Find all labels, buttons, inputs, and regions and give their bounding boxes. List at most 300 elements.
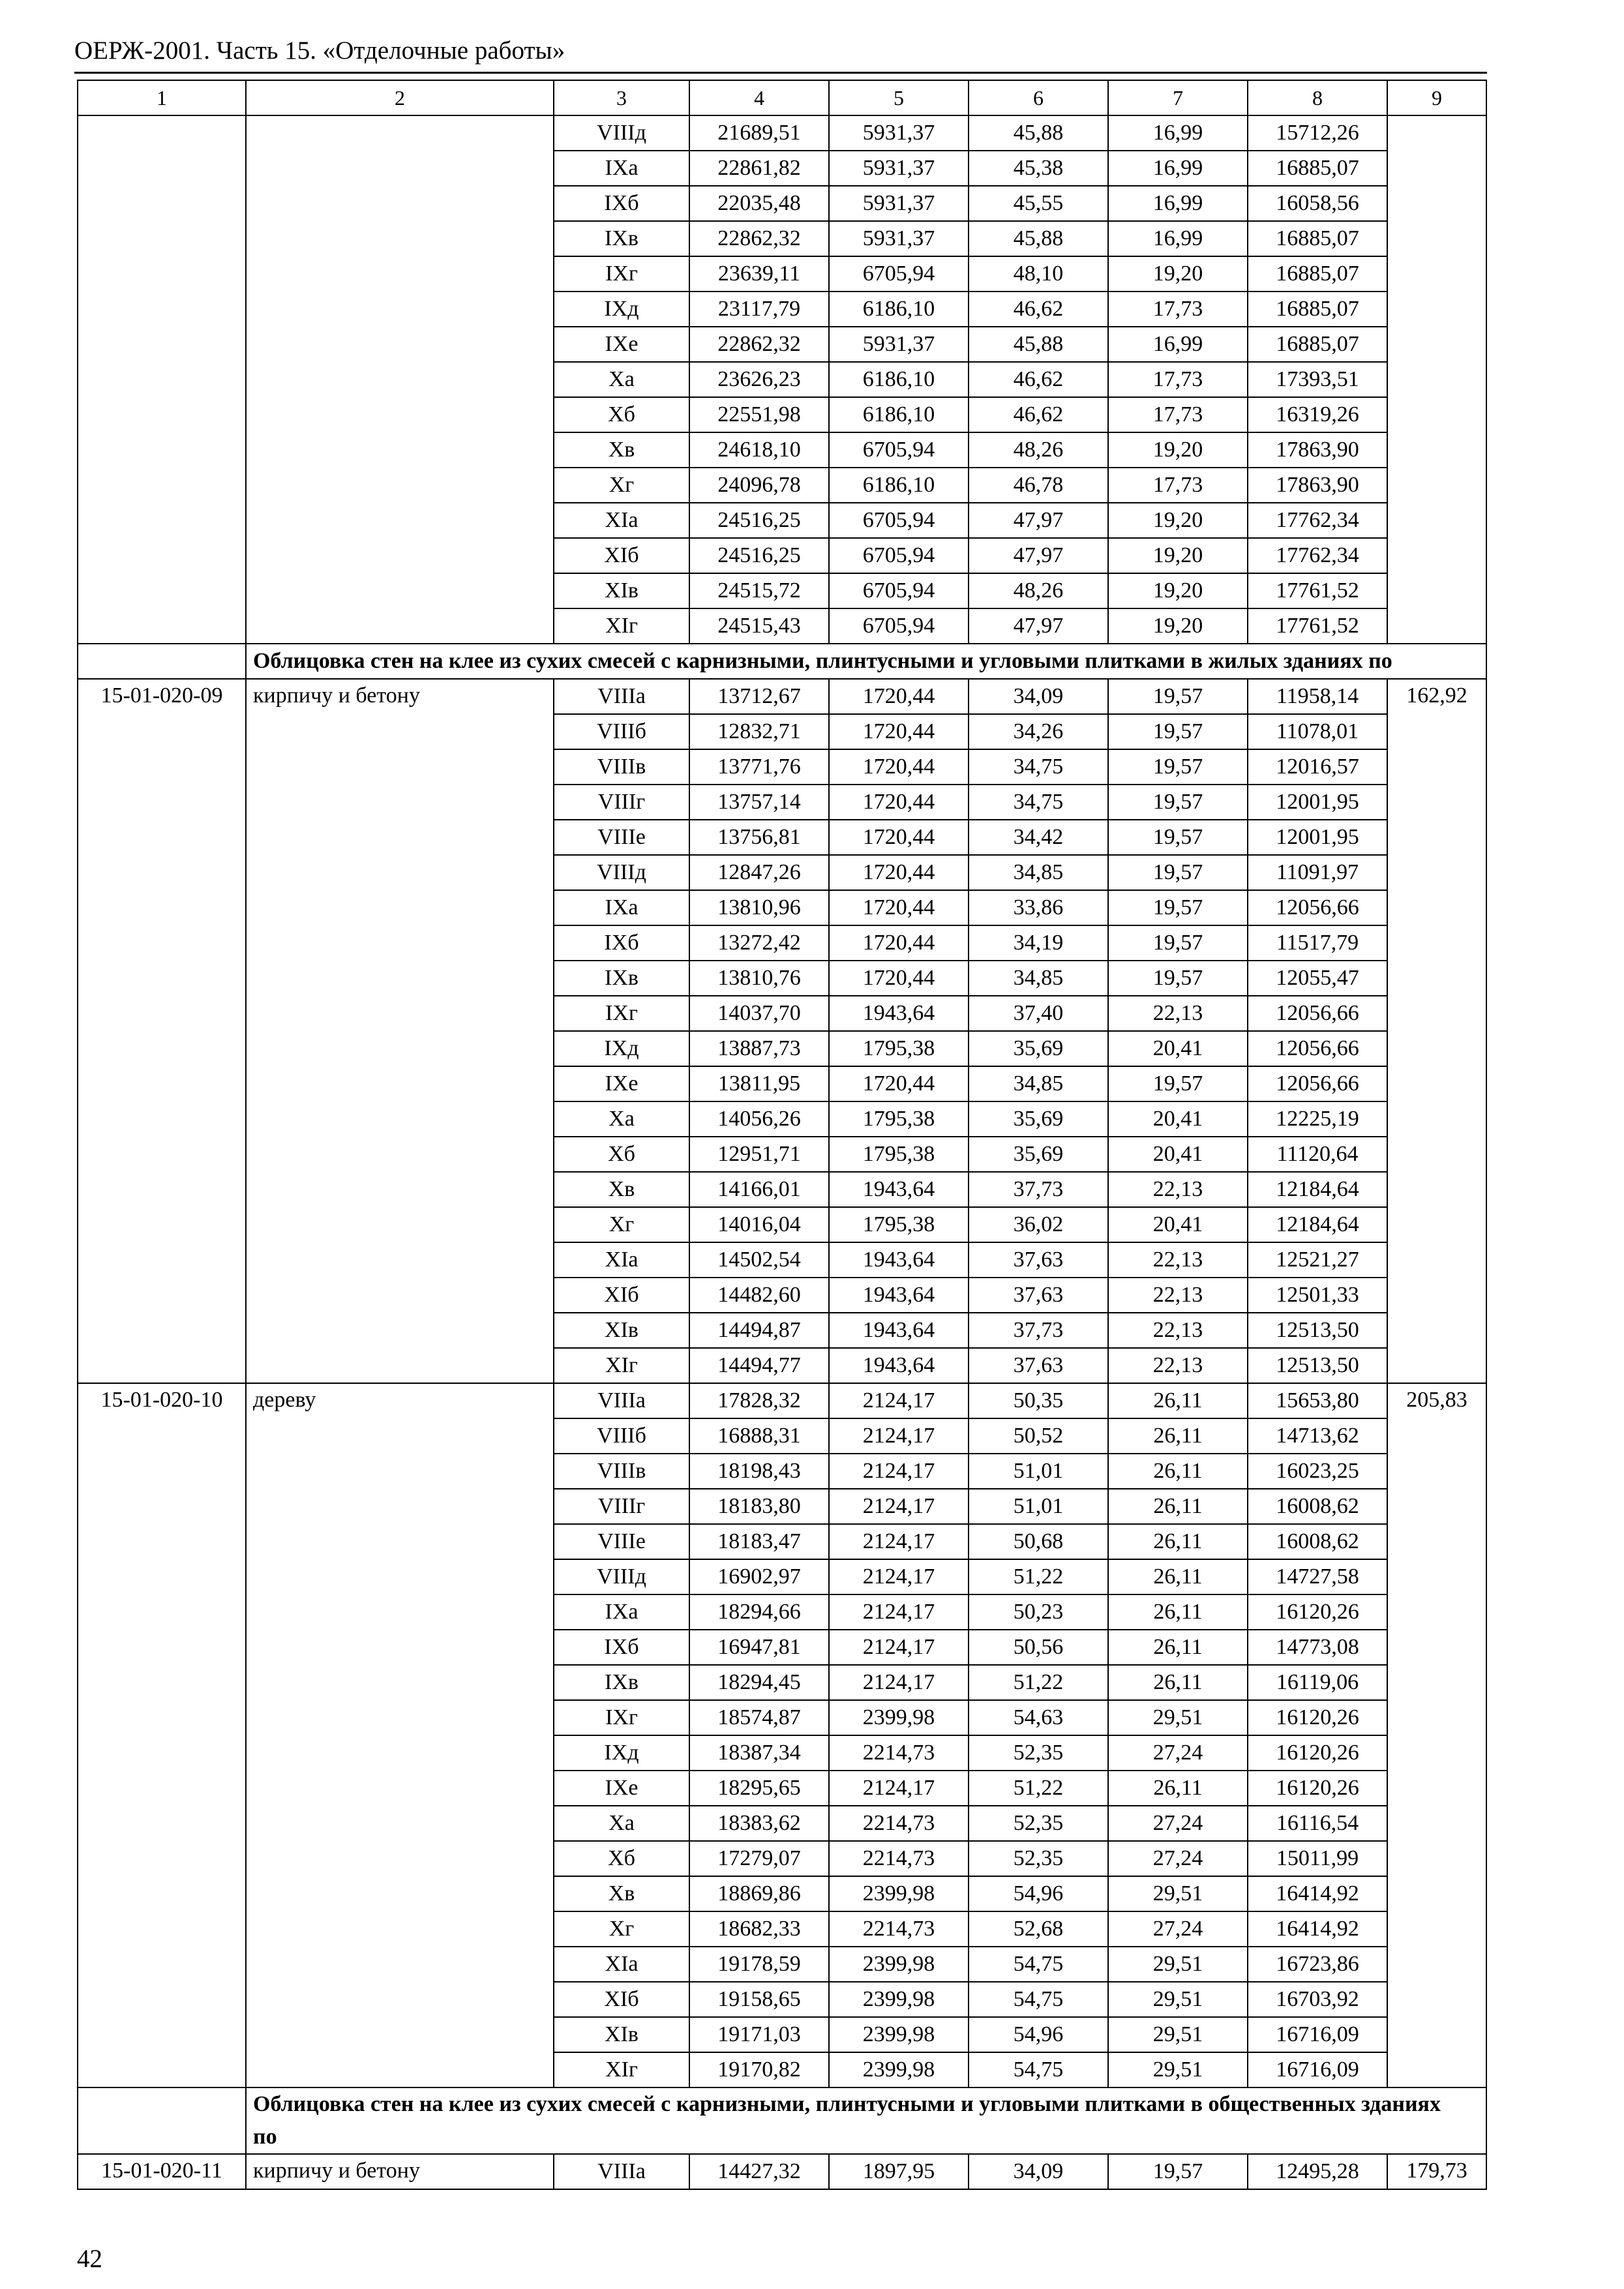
value-cell: 6705,94 <box>829 538 969 573</box>
value-cell: 12513,50 <box>1248 1348 1387 1383</box>
code-cell: 15-01-020-11 <box>78 2154 246 2189</box>
value-cell: 45,88 <box>969 327 1108 362</box>
section-heading: Облицовка стен на клее из сухих смесей с карнизными, плинтусными и угловыми плитками в общественных зданиях по <box>246 2087 1486 2154</box>
category-cell: XIв <box>554 2017 689 2052</box>
value-cell: 1720,44 <box>829 714 969 749</box>
value-cell: 1720,44 <box>829 785 969 820</box>
value-cell: 18198,43 <box>689 1454 829 1489</box>
value-cell: 1720,44 <box>829 925 969 961</box>
value-cell: 16120,26 <box>1248 1735 1387 1771</box>
col9-cell <box>1387 115 1486 644</box>
value-cell: 6705,94 <box>829 503 969 538</box>
category-cell: VIIIв <box>554 749 689 785</box>
value-cell: 12056,66 <box>1248 890 1387 925</box>
table-body <box>78 80 1486 2189</box>
value-cell: 37,40 <box>969 996 1108 1031</box>
value-cell: 54,96 <box>969 2017 1108 2052</box>
value-cell: 16947,81 <box>689 1630 829 1665</box>
category-cell: IXв <box>554 961 689 996</box>
value-cell: 18295,65 <box>689 1771 829 1806</box>
value-cell: 22862,32 <box>689 327 829 362</box>
value-cell: 1795,38 <box>829 1207 969 1242</box>
value-cell: 13810,76 <box>689 961 829 996</box>
value-cell: 27,24 <box>1108 1911 1248 1947</box>
value-cell: 11078,01 <box>1248 714 1387 749</box>
value-cell: 45,38 <box>969 151 1108 186</box>
value-cell: 47,97 <box>969 608 1108 644</box>
value-cell: 16,99 <box>1108 221 1248 256</box>
value-cell: 14427,32 <box>689 2154 829 2189</box>
value-cell: 1943,64 <box>829 1172 969 1207</box>
value-cell: 54,75 <box>969 1947 1108 1982</box>
value-cell: 50,68 <box>969 1524 1108 1559</box>
category-cell: IXв <box>554 1665 689 1700</box>
value-cell: 29,51 <box>1108 1700 1248 1735</box>
value-cell: 26,11 <box>1108 1489 1248 1524</box>
value-cell: 12056,66 <box>1248 996 1387 1031</box>
header-rule <box>74 72 1487 74</box>
section-heading: Облицовка стен на клее из сухих смесей с карнизными, плинтусными и угловыми плитками в жилых зданиях по <box>246 644 1486 679</box>
value-cell: 34,42 <box>969 820 1108 855</box>
category-cell: Xа <box>554 1806 689 1841</box>
value-cell: 14502,54 <box>689 1242 829 1278</box>
value-cell: 19158,65 <box>689 1982 829 2017</box>
category-cell: IXд <box>554 1031 689 1066</box>
value-cell: 35,69 <box>969 1137 1108 1172</box>
value-cell: 33,86 <box>969 890 1108 925</box>
value-cell: 16319,26 <box>1248 397 1387 432</box>
code-cell: 15-01-020-10 <box>78 1383 246 2087</box>
value-cell: 51,22 <box>969 1665 1108 1700</box>
value-cell: 17761,52 <box>1248 573 1387 608</box>
category-cell: Xа <box>554 362 689 397</box>
value-cell: 17279,07 <box>689 1841 829 1876</box>
value-cell: 34,19 <box>969 925 1108 961</box>
category-cell: VIIIе <box>554 1524 689 1559</box>
value-cell: 1720,44 <box>829 855 969 890</box>
value-cell: 47,97 <box>969 538 1108 573</box>
value-cell: 45,88 <box>969 115 1108 151</box>
value-cell: 45,88 <box>969 221 1108 256</box>
value-cell: 13887,73 <box>689 1031 829 1066</box>
column-header-row <box>78 80 1486 115</box>
column-header: 6 <box>969 80 1108 115</box>
category-cell: VIIIв <box>554 1454 689 1489</box>
value-cell: 50,56 <box>969 1630 1108 1665</box>
category-cell: Xб <box>554 1137 689 1172</box>
value-cell: 13771,76 <box>689 749 829 785</box>
value-cell: 22,13 <box>1108 996 1248 1031</box>
name-cell <box>246 115 554 644</box>
category-cell: Xг <box>554 468 689 503</box>
value-cell: 19,57 <box>1108 925 1248 961</box>
category-cell: Xг <box>554 1207 689 1242</box>
value-cell: 17,73 <box>1108 397 1248 432</box>
category-cell: VIIIа <box>554 2154 689 2189</box>
value-cell: 45,55 <box>969 186 1108 221</box>
value-cell: 22862,32 <box>689 221 829 256</box>
value-cell: 2214,73 <box>829 1806 969 1841</box>
value-cell: 14056,26 <box>689 1101 829 1137</box>
value-cell: 12832,71 <box>689 714 829 749</box>
value-cell: 12056,66 <box>1248 1066 1387 1101</box>
value-cell: 17,73 <box>1108 468 1248 503</box>
value-cell: 16414,92 <box>1248 1876 1387 1911</box>
value-cell: 35,69 <box>969 1031 1108 1066</box>
category-cell: IXа <box>554 151 689 186</box>
value-cell: 1720,44 <box>829 890 969 925</box>
name-cell: кирпичу и бетону <box>246 679 554 1383</box>
value-cell: 54,63 <box>969 1700 1108 1735</box>
value-cell: 22035,48 <box>689 186 829 221</box>
value-cell: 14482,60 <box>689 1278 829 1313</box>
value-cell: 19,20 <box>1108 538 1248 573</box>
value-cell: 5931,37 <box>829 115 969 151</box>
value-cell: 27,24 <box>1108 1735 1248 1771</box>
value-cell: 18574,87 <box>689 1700 829 1735</box>
category-cell: Xв <box>554 1172 689 1207</box>
value-cell: 34,75 <box>969 785 1108 820</box>
category-cell: IXе <box>554 1771 689 1806</box>
value-cell: 26,11 <box>1108 1559 1248 1594</box>
table-row <box>78 679 1486 714</box>
value-cell: 15653,80 <box>1248 1383 1387 1418</box>
value-cell: 19,57 <box>1108 785 1248 820</box>
value-cell: 46,62 <box>969 362 1108 397</box>
value-cell: 16058,56 <box>1248 186 1387 221</box>
value-cell: 12847,26 <box>689 855 829 890</box>
col9-cell: 179,73 <box>1387 2154 1486 2189</box>
value-cell: 13712,67 <box>689 679 829 714</box>
category-cell: XIб <box>554 1278 689 1313</box>
value-cell: 52,68 <box>969 1911 1108 1947</box>
value-cell: 19,20 <box>1108 608 1248 644</box>
category-cell: VIIIг <box>554 1489 689 1524</box>
document-header: ОЕРЖ-2001. Часть 15. «Отделочные работы» <box>74 37 565 65</box>
value-cell: 23626,23 <box>689 362 829 397</box>
value-cell: 24516,25 <box>689 503 829 538</box>
value-cell: 18383,62 <box>689 1806 829 1841</box>
category-cell: Xа <box>554 1101 689 1137</box>
value-cell: 24515,72 <box>689 573 829 608</box>
category-cell: XIб <box>554 1982 689 2017</box>
value-cell: 12513,50 <box>1248 1313 1387 1348</box>
value-cell: 2214,73 <box>829 1841 969 1876</box>
category-cell: Xв <box>554 432 689 468</box>
category-cell: IXд <box>554 292 689 327</box>
value-cell: 17762,34 <box>1248 503 1387 538</box>
value-cell: 1943,64 <box>829 1313 969 1348</box>
value-cell: 23639,11 <box>689 256 829 292</box>
value-cell: 2124,17 <box>829 1524 969 1559</box>
value-cell: 19,57 <box>1108 714 1248 749</box>
value-cell: 54,75 <box>969 2052 1108 2087</box>
value-cell: 19,20 <box>1108 432 1248 468</box>
value-cell: 1943,64 <box>829 1348 969 1383</box>
value-cell: 16116,54 <box>1248 1806 1387 1841</box>
category-cell: IXб <box>554 1630 689 1665</box>
column-header: 4 <box>689 80 829 115</box>
value-cell: 18387,34 <box>689 1735 829 1771</box>
value-cell: 2214,73 <box>829 1911 969 1947</box>
value-cell: 2399,98 <box>829 2052 969 2087</box>
value-cell: 1720,44 <box>829 961 969 996</box>
value-cell: 26,11 <box>1108 1383 1248 1418</box>
value-cell: 6186,10 <box>829 397 969 432</box>
value-cell: 16120,26 <box>1248 1771 1387 1806</box>
page-number: 42 <box>77 2245 102 2273</box>
value-cell: 6186,10 <box>829 292 969 327</box>
column-header: 7 <box>1108 80 1248 115</box>
category-cell: VIIIб <box>554 1418 689 1454</box>
value-cell: 34,85 <box>969 1066 1108 1101</box>
category-cell: XIв <box>554 1313 689 1348</box>
value-cell: 52,35 <box>969 1735 1108 1771</box>
name-cell: дереву <box>246 1383 554 2087</box>
value-cell: 34,09 <box>969 679 1108 714</box>
category-cell: IXе <box>554 1066 689 1101</box>
value-cell: 19,57 <box>1108 855 1248 890</box>
value-cell: 22551,98 <box>689 397 829 432</box>
category-cell: IXг <box>554 996 689 1031</box>
value-cell: 22861,82 <box>689 151 829 186</box>
value-cell: 24515,43 <box>689 608 829 644</box>
value-cell: 46,62 <box>969 397 1108 432</box>
value-cell: 12055,47 <box>1248 961 1387 996</box>
value-cell: 54,96 <box>969 1876 1108 1911</box>
value-cell: 17863,90 <box>1248 468 1387 503</box>
value-cell: 2399,98 <box>829 1947 969 1982</box>
value-cell: 13272,42 <box>689 925 829 961</box>
category-cell: Xг <box>554 1911 689 1947</box>
value-cell: 16120,26 <box>1248 1594 1387 1630</box>
value-cell: 46,62 <box>969 292 1108 327</box>
value-cell: 12495,28 <box>1248 2154 1387 2189</box>
value-cell: 16888,31 <box>689 1418 829 1454</box>
value-cell: 1795,38 <box>829 1031 969 1066</box>
col9-cell: 162,92 <box>1387 679 1486 1383</box>
value-cell: 37,63 <box>969 1242 1108 1278</box>
value-cell: 2124,17 <box>829 1771 969 1806</box>
category-cell: Xб <box>554 397 689 432</box>
category-cell: IXд <box>554 1735 689 1771</box>
value-cell: 19,57 <box>1108 679 1248 714</box>
value-cell: 14494,77 <box>689 1348 829 1383</box>
value-cell: 50,23 <box>969 1594 1108 1630</box>
value-cell: 1943,64 <box>829 1242 969 1278</box>
category-cell: XIг <box>554 1348 689 1383</box>
value-cell: 16414,92 <box>1248 1911 1387 1947</box>
value-cell: 51,01 <box>969 1489 1108 1524</box>
code-cell <box>78 115 246 644</box>
value-cell: 6705,94 <box>829 432 969 468</box>
value-cell: 6705,94 <box>829 256 969 292</box>
value-cell: 2399,98 <box>829 1982 969 2017</box>
value-cell: 12225,19 <box>1248 1101 1387 1137</box>
value-cell: 1943,64 <box>829 996 969 1031</box>
value-cell: 26,11 <box>1108 1665 1248 1700</box>
category-cell: XIа <box>554 1242 689 1278</box>
value-cell: 11958,14 <box>1248 679 1387 714</box>
value-cell: 46,78 <box>969 468 1108 503</box>
value-cell: 12001,95 <box>1248 820 1387 855</box>
value-cell: 2214,73 <box>829 1735 969 1771</box>
value-cell: 16,99 <box>1108 327 1248 362</box>
value-cell: 26,11 <box>1108 1594 1248 1630</box>
value-cell: 2124,17 <box>829 1383 969 1418</box>
value-cell: 22,13 <box>1108 1278 1248 1313</box>
value-cell: 29,51 <box>1108 2017 1248 2052</box>
value-cell: 51,22 <box>969 1771 1108 1806</box>
value-cell: 16723,86 <box>1248 1947 1387 1982</box>
value-cell: 19,20 <box>1108 503 1248 538</box>
value-cell: 16902,97 <box>689 1559 829 1594</box>
value-cell: 1720,44 <box>829 749 969 785</box>
value-cell: 14016,04 <box>689 1207 829 1242</box>
value-cell: 13810,96 <box>689 890 829 925</box>
value-cell: 22,13 <box>1108 1313 1248 1348</box>
value-cell: 17761,52 <box>1248 608 1387 644</box>
value-cell: 1795,38 <box>829 1137 969 1172</box>
category-cell: VIIIа <box>554 679 689 714</box>
value-cell: 18294,66 <box>689 1594 829 1630</box>
value-cell: 18869,86 <box>689 1876 829 1911</box>
value-cell: 15712,26 <box>1248 115 1387 151</box>
value-cell: 5931,37 <box>829 221 969 256</box>
value-cell: 51,22 <box>969 1559 1108 1594</box>
value-cell: 29,51 <box>1108 1876 1248 1911</box>
category-cell: VIIIе <box>554 820 689 855</box>
value-cell: 48,26 <box>969 573 1108 608</box>
value-cell: 19,57 <box>1108 961 1248 996</box>
category-cell: VIIIг <box>554 785 689 820</box>
value-cell: 48,26 <box>969 432 1108 468</box>
value-cell: 14713,62 <box>1248 1418 1387 1454</box>
column-header: 9 <box>1387 80 1486 115</box>
value-cell: 37,73 <box>969 1313 1108 1348</box>
value-cell: 16,99 <box>1108 186 1248 221</box>
value-cell: 6186,10 <box>829 362 969 397</box>
category-cell: IXе <box>554 327 689 362</box>
value-cell: 21689,51 <box>689 115 829 151</box>
column-header: 5 <box>829 80 969 115</box>
value-cell: 19,20 <box>1108 256 1248 292</box>
value-cell: 27,24 <box>1108 1806 1248 1841</box>
value-cell: 12056,66 <box>1248 1031 1387 1066</box>
category-cell: IXа <box>554 1594 689 1630</box>
value-cell: 16885,07 <box>1248 151 1387 186</box>
value-cell: 26,11 <box>1108 1524 1248 1559</box>
value-cell: 1897,95 <box>829 2154 969 2189</box>
value-cell: 1795,38 <box>829 1101 969 1137</box>
category-cell: VIIIд <box>554 115 689 151</box>
value-cell: 5931,37 <box>829 151 969 186</box>
value-cell: 6705,94 <box>829 608 969 644</box>
category-cell: Xв <box>554 1876 689 1911</box>
value-cell: 12184,64 <box>1248 1172 1387 1207</box>
value-cell: 37,63 <box>969 1278 1108 1313</box>
value-cell: 16885,07 <box>1248 292 1387 327</box>
category-cell: XIа <box>554 503 689 538</box>
value-cell: 26,11 <box>1108 1454 1248 1489</box>
value-cell: 16716,09 <box>1248 2052 1387 2087</box>
value-cell: 16885,07 <box>1248 327 1387 362</box>
value-cell: 17,73 <box>1108 362 1248 397</box>
category-cell: IXа <box>554 890 689 925</box>
value-cell: 5931,37 <box>829 327 969 362</box>
value-cell: 34,85 <box>969 961 1108 996</box>
section-spacer <box>78 2087 246 2154</box>
value-cell: 47,97 <box>969 503 1108 538</box>
value-cell: 19,57 <box>1108 820 1248 855</box>
value-cell: 16703,92 <box>1248 1982 1387 2017</box>
value-cell: 15011,99 <box>1248 1841 1387 1876</box>
table-row <box>78 1383 1486 1418</box>
column-header: 3 <box>554 80 689 115</box>
value-cell: 2124,17 <box>829 1630 969 1665</box>
value-cell: 17828,32 <box>689 1383 829 1418</box>
value-cell: 35,69 <box>969 1101 1108 1137</box>
category-cell: VIIIа <box>554 1383 689 1418</box>
value-cell: 20,41 <box>1108 1031 1248 1066</box>
value-cell: 29,51 <box>1108 1982 1248 2017</box>
value-cell: 34,09 <box>969 2154 1108 2189</box>
value-cell: 16885,07 <box>1248 256 1387 292</box>
value-cell: 12501,33 <box>1248 1278 1387 1313</box>
value-cell: 1720,44 <box>829 679 969 714</box>
value-cell: 6705,94 <box>829 573 969 608</box>
value-cell: 36,02 <box>969 1207 1108 1242</box>
column-header: 1 <box>78 80 246 115</box>
value-cell: 2399,98 <box>829 2017 969 2052</box>
table-row <box>78 115 1486 151</box>
value-cell: 18183,47 <box>689 1524 829 1559</box>
value-cell: 16716,09 <box>1248 2017 1387 2052</box>
column-header: 8 <box>1248 80 1387 115</box>
value-cell: 34,85 <box>969 855 1108 890</box>
value-cell: 14494,87 <box>689 1313 829 1348</box>
value-cell: 12184,64 <box>1248 1207 1387 1242</box>
value-cell: 17393,51 <box>1248 362 1387 397</box>
value-cell: 2124,17 <box>829 1454 969 1489</box>
value-cell: 37,73 <box>969 1172 1108 1207</box>
value-cell: 24618,10 <box>689 432 829 468</box>
value-cell: 1720,44 <box>829 1066 969 1101</box>
value-cell: 14727,58 <box>1248 1559 1387 1594</box>
value-cell: 18682,33 <box>689 1911 829 1947</box>
value-cell: 29,51 <box>1108 1947 1248 1982</box>
value-cell: 26,11 <box>1108 1630 1248 1665</box>
section-heading-row <box>78 644 1486 679</box>
value-cell: 11517,79 <box>1248 925 1387 961</box>
value-cell: 19178,59 <box>689 1947 829 1982</box>
value-cell: 27,24 <box>1108 1841 1248 1876</box>
value-cell: 2124,17 <box>829 1594 969 1630</box>
value-cell: 2399,98 <box>829 1876 969 1911</box>
category-cell: VIIIд <box>554 1559 689 1594</box>
category-cell: Xб <box>554 1841 689 1876</box>
value-cell: 19,57 <box>1108 1066 1248 1101</box>
value-cell: 51,01 <box>969 1454 1108 1489</box>
value-cell: 22,13 <box>1108 1242 1248 1278</box>
value-cell: 20,41 <box>1108 1137 1248 1172</box>
value-cell: 19,57 <box>1108 749 1248 785</box>
value-cell: 19,20 <box>1108 573 1248 608</box>
value-cell: 50,52 <box>969 1418 1108 1454</box>
value-cell: 12521,27 <box>1248 1242 1387 1278</box>
value-cell: 22,13 <box>1108 1172 1248 1207</box>
value-cell: 26,11 <box>1108 1418 1248 1454</box>
